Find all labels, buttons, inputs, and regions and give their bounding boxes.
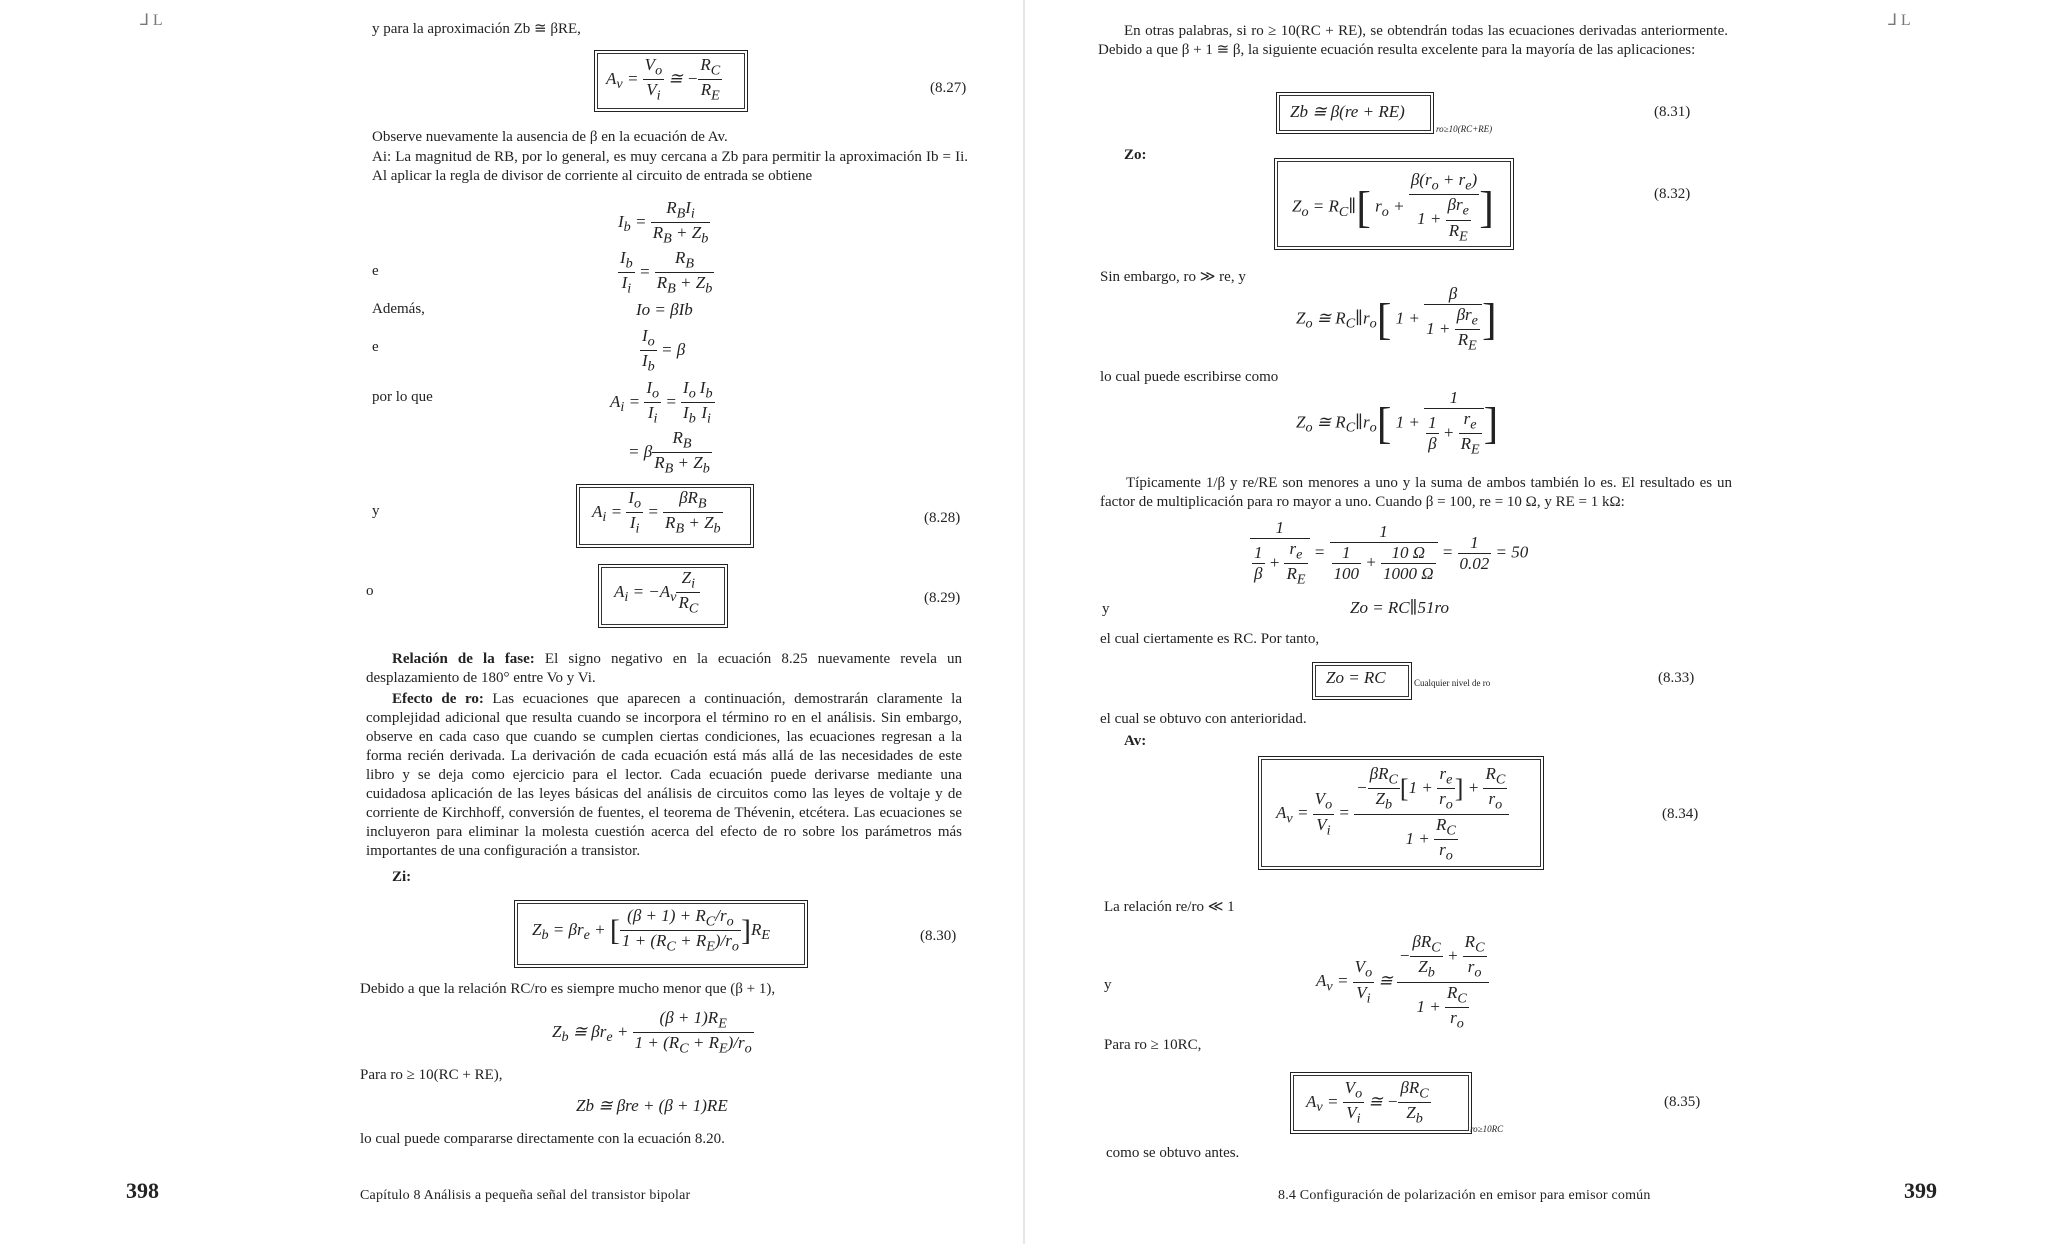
eq-8-27: $A_v$ = $\frac{V_o}{V_i}$ ≅ − $\frac{R_C}{R_E}$	[606, 55, 721, 104]
eq-8-30: $Z_b = \beta r_e$ + [ $\frac{(\beta + 1) + R_C/r_o}{1 + (R_C + R_E)/r_o}$ ]$R_E$	[532, 906, 771, 955]
eq-zb-2: Zb ≅ βre + (β + 1)RE	[576, 1096, 728, 1115]
eq-8-29: $A_i = -A_v$ $\frac{Z_i}{R_C}$	[614, 568, 699, 617]
text-tipicamente: Típicamente 1/β y re/RE son menores a uno y la suma de ambos también lo es. El resultado es un factor de multiplicación para ro mayor a uno. Cuando β = 100, re = 10 Ω, y RE = 1 kΩ:	[1100, 475, 1732, 510]
text-ai-intro: Ai: La magnitud de RB, por lo general, es muy cercana a Zb para permitir la aproximación Ib = Ii. Al aplicar la regla de divisor de corriente al circuito de entrada se obtiene	[372, 149, 968, 184]
eq-8-31-condition: ro≥10(RC+RE)	[1436, 124, 1493, 134]
eq-8-34: $A_v$ = $\frac{V_o}{V_i}$ = − $\frac{\beta R_C}{Z_b}$ [1 + $\frac{r_e}{r_o}$ ] + $\frac{R_C}{r_o}$ 1 + $\frac{R_C}{r_o}$	[1276, 764, 1509, 865]
corner-mark-left: ⅃ L	[140, 12, 163, 29]
label-y-1: y	[1102, 601, 1110, 617]
eq-8-30-number: (8.30)	[920, 928, 957, 944]
label-e-2: e	[372, 339, 379, 355]
eq-zb-1: $Z_b$ ≅ $\beta r_e$ + $\frac{(\beta + 1)R_E}{1 + (R_C + R_E)/r_o}$	[552, 1008, 752, 1057]
heading-zi: Zi:	[392, 869, 412, 885]
eq-8-28-number: (8.28)	[924, 510, 961, 526]
eq-ib: $I_b$ = $\frac{R_BI_i}{R_B + Z_b}$	[618, 198, 709, 247]
eq-8-27-number: (8.27)	[930, 80, 967, 96]
footer-left: Capítulo 8 Análisis a pequeña señal del transistor bipolar	[360, 1188, 691, 1203]
text-ciertamente: el cual ciertamente es RC. Por tanto,	[1100, 631, 1320, 647]
heading-av: Av:	[1124, 733, 1147, 749]
eq-ai-1: $A_i$ = $\frac{I_o}{I_i}$ = $\frac{I_o}{I_b}$ $\frac{I_b}{I_i}$	[610, 378, 713, 427]
label-ademas: Además,	[372, 301, 425, 317]
paragraph-efecto-ro: Efecto de ro: Las ecuaciones que aparecen a continuación, demostrarán claramente la complejidad adicional que resulta cuando se incorpora el término ro en el análisis. Sin embargo, observe en cada caso que cuando se cumplen ciertas condiciones, las ecuaciones regresan a la forma recién derivada. La derivación de cada ecuación está más allá de las necesidades de este libro y se deja como ejercicio para el lector. Cada ecuación puede derivarse mediante una cuidadosa aplicación de las leyes básicas del análisis de circuitos como las leyes de voltaje y de corriente de Kirchhoff, conversión de fuentes, el teorema de Thévenin, etcétera. Las ecuaciones se incluyeron para eliminar la molesta cuestión acerca del efecto de ro sobre los parámetros más importantes de una configuración a transistor.	[366, 691, 962, 859]
page-number-right: 399	[1904, 1178, 1937, 1203]
eq-8-34-number: (8.34)	[1662, 806, 1699, 822]
eq-zo-2: $Z_o$ ≅ $R_C\parallel r_o$[ 1 + 1 $\frac{1}{\beta}$ + $\frac{r_e}{R_E}$ ]	[1296, 388, 1499, 458]
eq-numeric-example: 1 $\frac{1}{\beta}$ + $\frac{r_e}{R_E}$ = 1 $\frac{1}{100}$ + $\frac{10 \Omega}{1000 \Omega}$ = $\frac{1}{0.02}$ = 50	[1250, 518, 1528, 589]
label-e-1: e	[372, 263, 379, 279]
page-number-left: 398	[126, 1178, 159, 1203]
eq-8-33-condition: Cualquier nivel de ro	[1414, 678, 1491, 688]
eq-zo-1: $Z_o$ ≅ $R_C\parallel r_o$[ 1 + β 1 + $\frac{\beta r_e}{R_E}$ ]	[1296, 284, 1497, 354]
text-debido: Debido a que la relación RC/ro es siempre mucho menor que (β + 1),	[360, 981, 776, 997]
text-para-2: Para ro ≥ 10RC,	[1104, 1037, 1202, 1053]
eq-8-29-number: (8.29)	[924, 590, 961, 606]
label-o: o	[366, 583, 374, 599]
eq-io: Io = βIb	[636, 300, 693, 319]
text-escribirse: lo cual puede escribirse como	[1100, 369, 1279, 385]
text-intro-right: En otras palabras, si ro ≥ 10(RC + RE), se obtendrán todas las ecuaciones derivadas anteriormente. Debido a que β + 1 ≅ β, la siguiente ecuación resulta excelente para la mayoría de las aplicaciones:	[1098, 23, 1728, 58]
eq-8-33-number: (8.33)	[1658, 670, 1695, 686]
eq-8-31-number: (8.31)	[1654, 104, 1691, 120]
text-compare: lo cual puede compararse directamente con la ecuación 8.20.	[360, 1131, 725, 1147]
eq-zo-3: Zo = RC∥51ro	[1350, 598, 1449, 617]
eq-8-31: Zb ≅ β(re + RE)	[1290, 102, 1405, 121]
paragraph-relacion-fase: Relación de la fase: El signo negativo en la ecuación 8.25 nuevamente revela un desplazamiento de 180° entre Vo y Vi.	[366, 651, 963, 686]
eq-8-28: $A_i$ = $\frac{I_o}{I_i}$ = $\frac{\beta R_B}{R_B + Z_b}$	[592, 488, 721, 537]
heading-zo: Zo:	[1124, 147, 1147, 163]
text-la-relacion: La relación re/ro ≪ 1	[1104, 899, 1235, 915]
heading-relacion-fase: Relación de la fase:	[392, 651, 535, 667]
eq-8-35-number: (8.35)	[1664, 1094, 1701, 1110]
footer-right: 8.4 Configuración de polarización en emisor para emisor común	[1278, 1188, 1651, 1203]
label-por-lo-que: por lo que	[372, 389, 433, 405]
right-page	[1024, 0, 2048, 1244]
text-sin-embargo: Sin embargo, ro ≫ re, y	[1100, 269, 1246, 285]
heading-efecto-ro: Efecto de ro:	[392, 691, 484, 707]
eq-ai-2: = β $\frac{R_B}{R_B + Z_b}$	[628, 428, 710, 477]
eq-8-35-condition: ro≥10RC	[1470, 1124, 1504, 1134]
label-y-2: y	[1104, 977, 1112, 993]
eq-8-32: $Z_o$ = $R_C\parallel$[ $r_o$ + $\beta(r_o + r_e)$ 1 + $\frac{\beta r_e}{R_E}$ ]	[1292, 170, 1494, 245]
eq-ib-ii: $\frac{I_b}{I_i}$ = $\frac{R_B}{R_B + Z_b}$	[620, 248, 713, 297]
eq-8-35: $A_v$ = $\frac{V_o}{V_i}$ ≅ − $\frac{\beta R_C}{Z_b}$	[1306, 1078, 1429, 1127]
text-observe: Observe nuevamente la ausencia de β en la ecuación de Av.	[372, 129, 728, 145]
text-para-1: Para ro ≥ 10(RC + RE),	[360, 1067, 503, 1083]
corner-mark-right: ⅃ L	[1888, 12, 1911, 29]
text-aproximacion: y para la aproximación Zb ≅ βRE,	[372, 21, 581, 37]
label-y: y	[372, 503, 380, 519]
eq-8-33: Zo = RC	[1326, 668, 1386, 687]
text-obtuvo: el cual se obtuvo con anterioridad.	[1100, 711, 1307, 727]
eq-io-ib: $\frac{I_o}{I_b}$ = β	[642, 326, 686, 375]
text-como: como se obtuvo antes.	[1106, 1145, 1240, 1161]
eq-av-1: $A_v$ = $\frac{V_o}{V_i}$ ≅ − $\frac{\beta R_C}{Z_b}$ + $\frac{R_C}{r_o}$ 1 + $\frac{R_C}{r_o}$	[1316, 932, 1489, 1033]
eq-8-32-number: (8.32)	[1654, 186, 1691, 202]
